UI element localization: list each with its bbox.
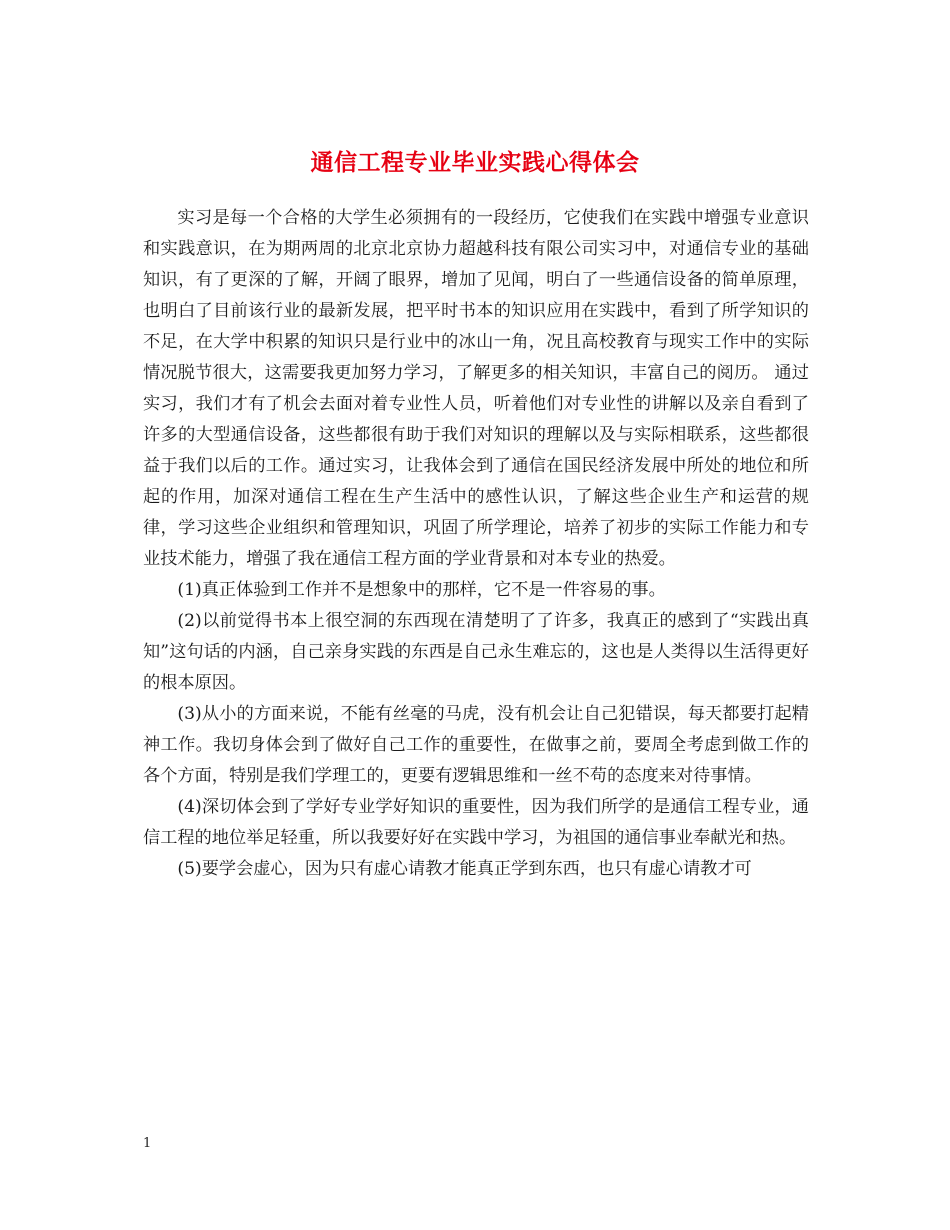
paragraph-point-2: (2)以前觉得书本上很空洞的东西现在清楚明了了许多，我真正的感到了“实践出真知”这句话的内涵，自己亲身实践的东西是自己永生难忘的，这也是人类得以生活得更好的根本原因。	[143, 611, 809, 693]
paragraph-point-3: (3)从小的方面来说，不能有丝毫的马虎，没有机会让自己犯错误，每天都要打起精神工作。我切身体会到了做好自己工作的重要性，在做事之前，要周全考虑到做工作的各个方面，特别是我们学理工的，更要有逻辑思维和一丝不苟的态度来对待事情。	[143, 704, 809, 786]
document-title: 通信工程专业毕业实践心得体会	[310, 149, 640, 177]
page-number: 1	[143, 1136, 152, 1151]
paragraph-point-5: (5)要学会虚心，因为只有虚心请教才能真正学到东西，也只有虚心请教才可	[177, 859, 752, 879]
document-body	[143, 203, 809, 885]
paragraph-point-1: (1)真正体验到工作并不是想象中的那样，它不是一件容易的事。	[177, 580, 666, 600]
paragraph-intro: 实习是每一个合格的大学生必须拥有的一段经历，它使我们在实践中增强专业意识和实践意识，在为期两周的北京北京协力超越科技有限公司实习中，对通信专业的基础知识，有了更深的了解，开阔了眼界，增加了见闻，明白了一些通信设备的简单原理，也明白了目前该行业的最新发展，把平时书本的知识应用在实践中，看到了所学知识的不足，在大学中积累的知识只是行业中的冰山一角，况且高校教育与现实工作中的实际情况脱节很大，这需要我更加努力学习，了解更多的相关知识，丰富自己的阅历。 通过实习，我们才有了机会去面对着专业性人员，听着他们对专业性的讲解以及亲自看到了许多的大型通信设备，这些都很有助于我们对知识的理解以及与实际相联系，这些都很益于我们以后的工作。通过实习，让我体会到了通信在国民经济发展中所处的地位和所起的作用，加深对通信工程在生产生活中的感性认识，了解这些企业生产和运营的规律，学习这些企业组织和管理知识，巩固了所学理论，培养了初步的实际工作能力和专业技术能力，增强了我在通信工程方面的学业背景和对本专业的热爱。	[143, 208, 809, 569]
paragraph-point-4: (4)深切体会到了学好专业学好知识的重要性，因为我们所学的是通信工程专业，通信工程的地位举足轻重，所以我要好好在实践中学习，为祖国的通信事业奉献光和热。	[143, 797, 809, 848]
